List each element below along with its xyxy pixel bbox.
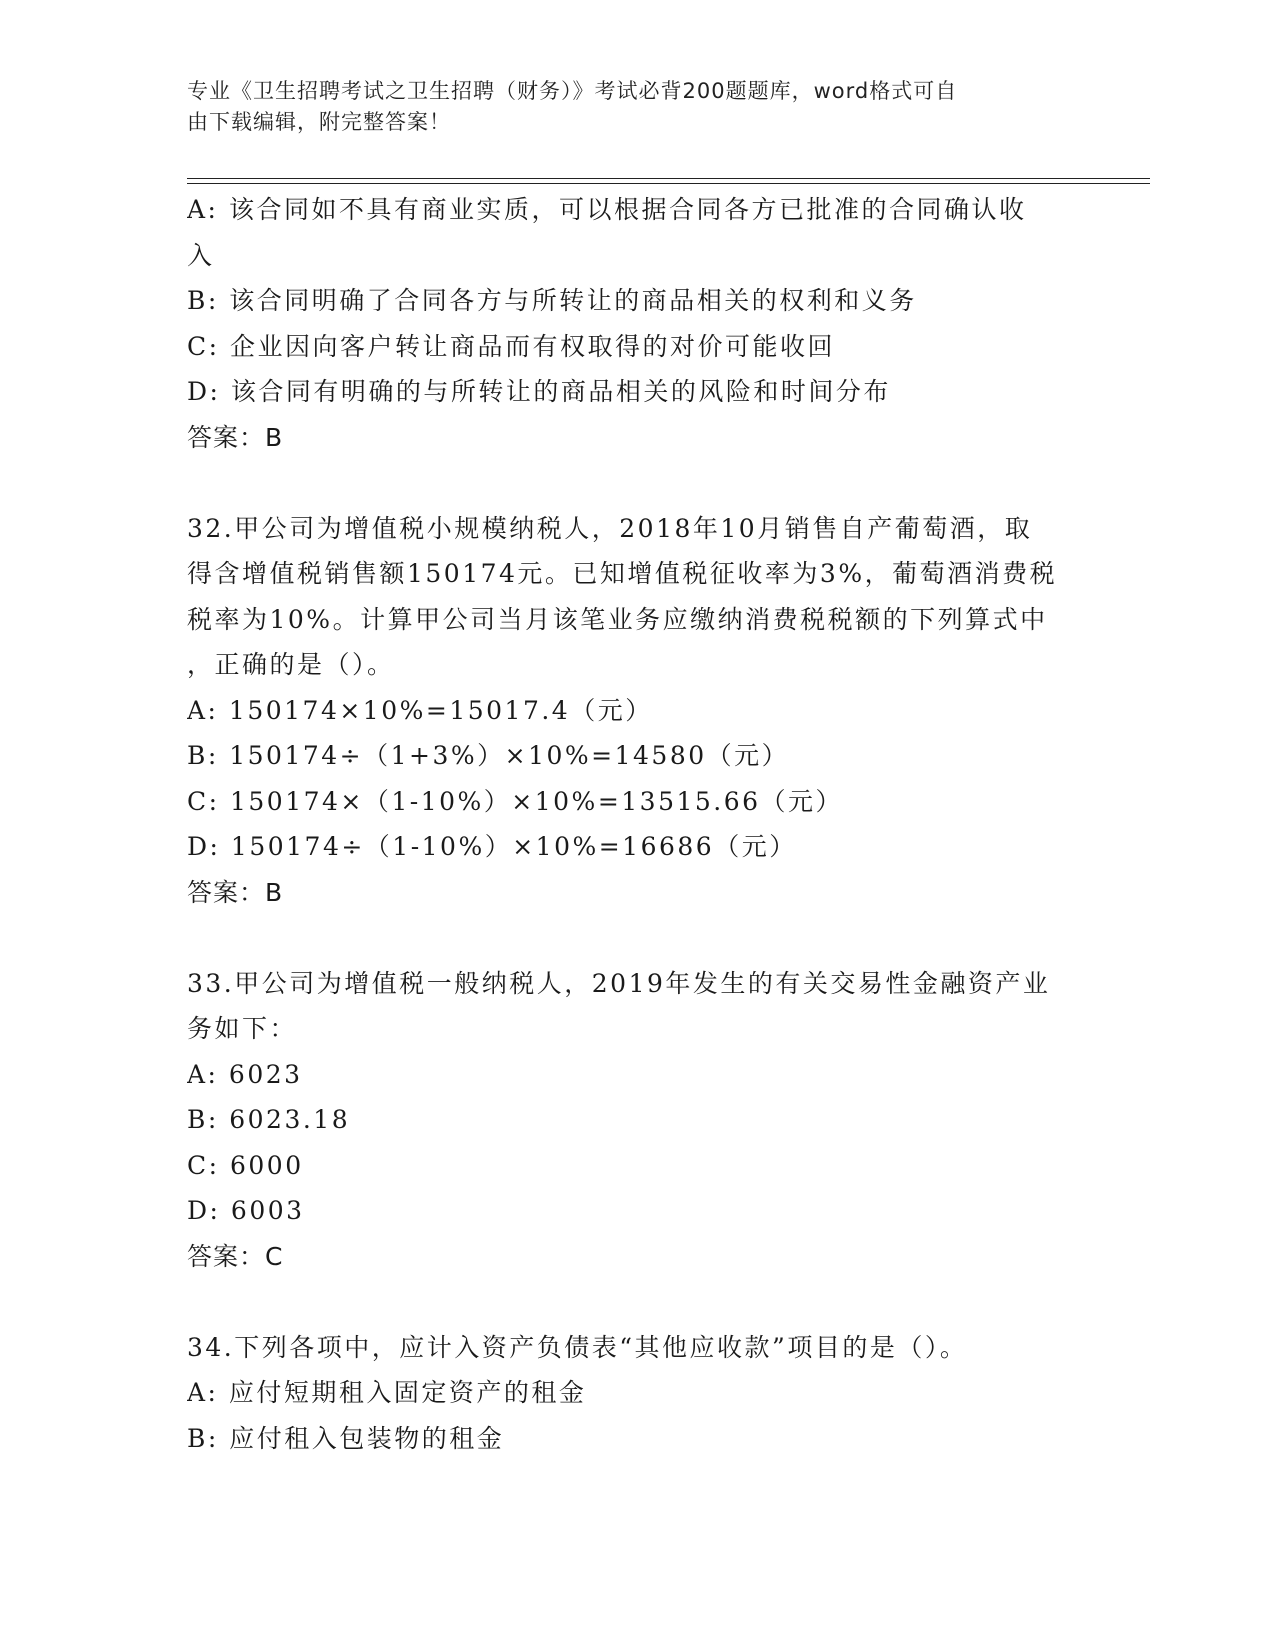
answer: 答案：B: [187, 422, 284, 452]
question-text-line: ，正确的是（）。: [187, 650, 395, 679]
option-label: C:: [187, 331, 230, 361]
answer: 答案：C: [187, 1241, 284, 1271]
header-rule-top: [187, 178, 1150, 179]
option-a: [187, 187, 1087, 233]
header-rule-bottom: [187, 183, 1150, 184]
option-label: D:: [187, 377, 231, 406]
option-text: 该合同有明确的与所转让的商品相关的风险和时间分布: [230, 377, 891, 406]
option-text: 企业因向客户转让商品而有权取得的对价可能收回: [230, 331, 836, 361]
question-text-line: 税率为10%。计算甲公司当月该笔业务应缴纳消费税税额的下列算式中: [187, 604, 1048, 634]
option-d: D: 6003: [187, 1196, 305, 1225]
option-d: [187, 369, 1087, 415]
question-34: [187, 1325, 1087, 1462]
option-c: [187, 324, 1087, 370]
answer: 答案：B: [187, 877, 284, 907]
header-line-2: 由下载编辑，附完整答案！: [187, 110, 451, 134]
option-b: [187, 278, 1087, 324]
document-body: [187, 187, 1087, 1461]
option-label: B:: [187, 286, 230, 315]
option-d: D: 150174÷（1-10%）×10%=16686（元）: [187, 832, 797, 861]
option-b: B: 应付租入包装物的租金: [187, 1423, 505, 1453]
document-header: [187, 76, 1087, 138]
question-32: [187, 506, 1087, 916]
question-text-line: 34.下列各项中，应计入资产负债表“其他应收款”项目的是（）。: [187, 1332, 968, 1362]
question-text-line: 32.甲公司为增值税小规模纳税人，2018年10月销售自产葡萄酒，取: [187, 513, 1033, 543]
question-text-line: 务如下：: [187, 1014, 298, 1043]
option-label: A:: [187, 195, 229, 224]
header-line-1: 专业《卫生招聘考试之卫生招聘（财务）》考试必背200题题库，word格式可自: [187, 79, 958, 103]
option-b: B: 6023.18: [187, 1105, 351, 1134]
question-text-line: 33.甲公司为增值税一般纳税人，2019年发生的有关交易性金融资产业: [187, 968, 1051, 998]
option-c: C: 150174×（1-10%）×10%=13515.66（元）: [187, 786, 844, 816]
option-text: 该合同如不具有商业实质，可以根据合同各方已批准的合同确认收: [228, 195, 1027, 224]
option-a: A: 150174×10%=15017.4（元）: [187, 695, 653, 725]
prev-question: [187, 187, 1087, 460]
option-a: A: 6023: [187, 1059, 303, 1089]
question-text-line: 得含增值税销售额150174元。已知增值税征收率为3%，葡萄酒消费税: [187, 559, 1058, 588]
option-c: C: 6000: [187, 1150, 304, 1180]
question-33: [187, 961, 1087, 1280]
option-a-continued: 入: [187, 240, 215, 270]
option-b: B: 150174÷（1+3%）×10%=14580（元）: [187, 741, 790, 770]
option-a: A: 应付短期租入固定资产的租金: [187, 1378, 587, 1407]
option-text: 该合同明确了合同各方与所转让的商品相关的权利和义务: [229, 286, 917, 315]
